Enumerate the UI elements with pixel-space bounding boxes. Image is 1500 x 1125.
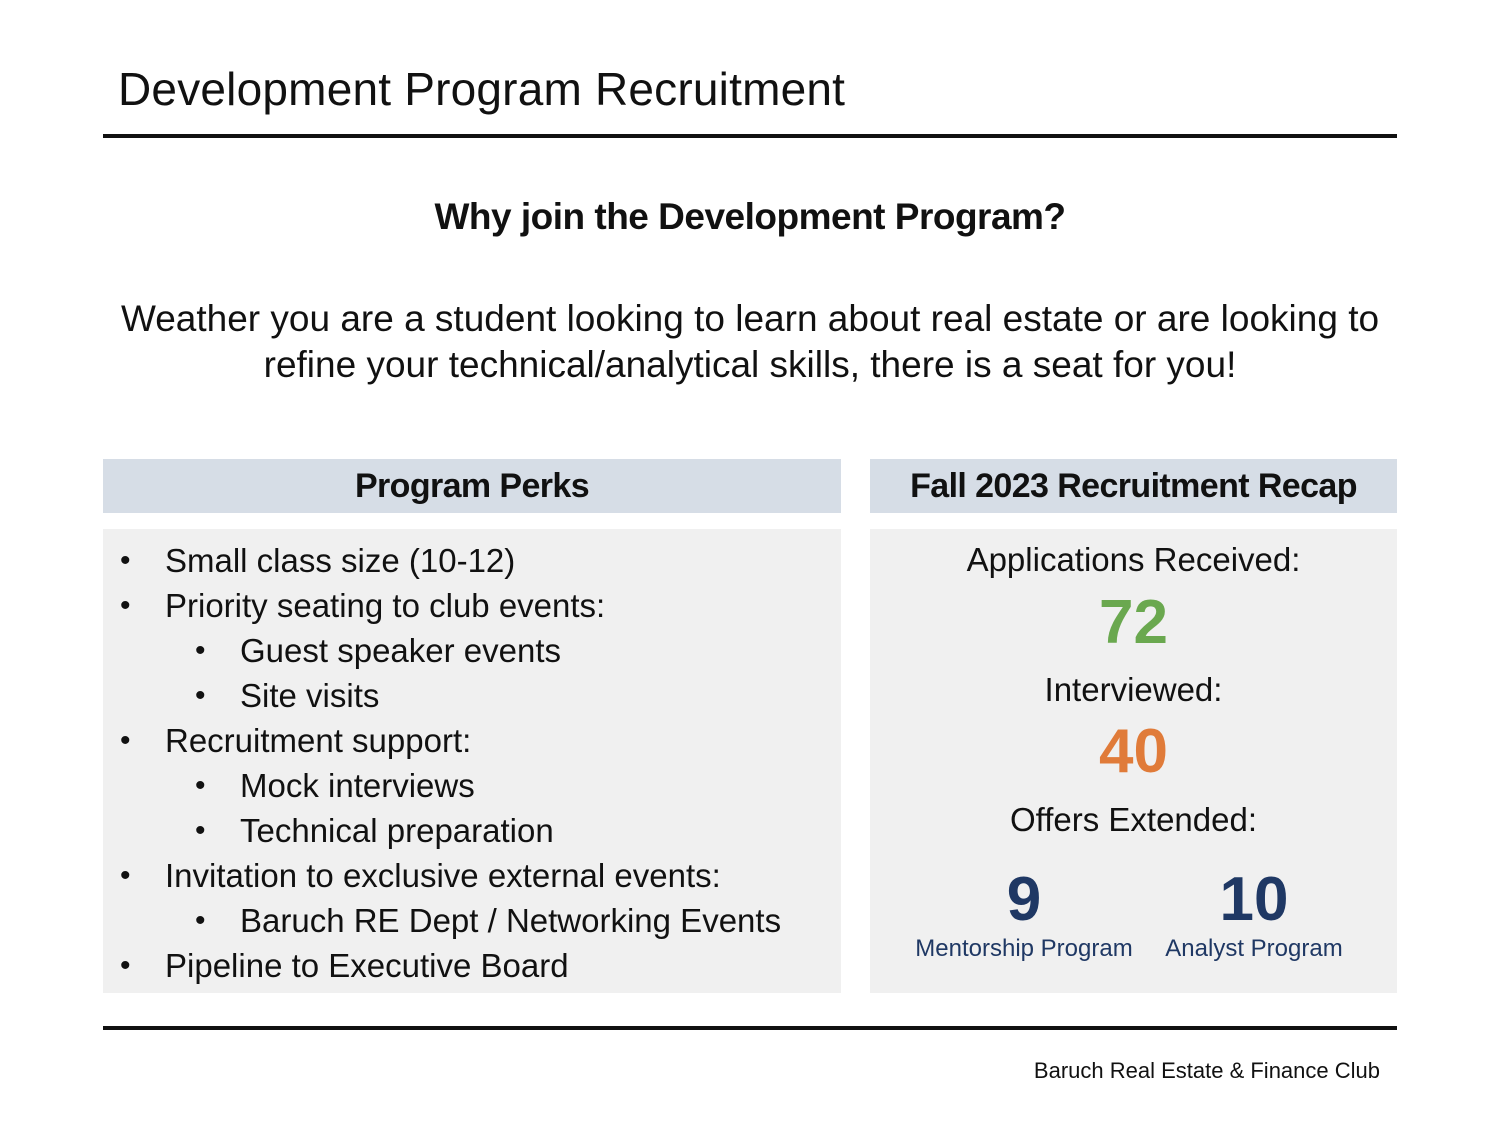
perk-text: Invitation to exclusive external events: xyxy=(165,857,721,894)
analyst-offers-label: Analyst Program xyxy=(1165,935,1343,962)
bullet-icon: • xyxy=(120,859,131,892)
bullet-icon: • xyxy=(120,949,131,982)
perk-text: Mock interviews xyxy=(240,767,475,804)
offers-label: Offers Extended: xyxy=(1009,801,1258,838)
applications-value: 72 xyxy=(1099,588,1168,657)
perk-text: Pipeline to Executive Board xyxy=(165,947,569,984)
bullet-icon: • xyxy=(195,904,206,937)
recap-panel xyxy=(870,529,1397,993)
perk-text: Small class size (10-12) xyxy=(165,542,516,579)
perk-text: Priority seating to club events: xyxy=(165,587,606,624)
perk-subitem xyxy=(195,901,782,941)
mentorship-offers-value: 9 xyxy=(1006,865,1042,934)
applications-label: Applications Received: xyxy=(966,541,1301,578)
bullet-icon: • xyxy=(120,544,131,577)
top-divider xyxy=(103,134,1397,138)
perks-header-label: Program Perks xyxy=(354,466,590,505)
perk-text: Recruitment support: xyxy=(165,722,472,759)
perk-subitem xyxy=(195,811,554,851)
bullet-icon: • xyxy=(195,679,206,712)
bullet-icon: • xyxy=(195,769,206,802)
perks-header xyxy=(103,459,841,513)
intro-text: Weather you are a student looking to learn about real estate or are looking to refine your technical/analytical skills, there is a seat for you! xyxy=(120,298,1380,385)
perk-text: Guest speaker events xyxy=(240,632,562,669)
perk-item xyxy=(120,856,721,896)
footer-club-name: Baruch Real Estate & Finance Club xyxy=(1033,1058,1380,1083)
mentorship-offers-label: Mentorship Program xyxy=(915,935,1133,962)
perk-text: Baruch RE Dept / Networking Events xyxy=(240,902,782,939)
perks-panel xyxy=(103,529,841,993)
bullet-icon: • xyxy=(195,814,206,847)
perk-text: Technical preparation xyxy=(240,812,554,849)
bullet-icon: • xyxy=(120,724,131,757)
bottom-divider xyxy=(103,1026,1397,1030)
perk-subitem xyxy=(195,766,475,806)
section-question: Why join the Development Program? xyxy=(434,196,1066,237)
perk-subitem xyxy=(195,676,380,716)
perk-item xyxy=(120,586,606,626)
perk-text: Site visits xyxy=(240,677,380,714)
perk-item xyxy=(120,541,516,581)
bullet-icon: • xyxy=(195,634,206,667)
interviewed-value: 40 xyxy=(1099,717,1168,786)
interviewed-label: Interviewed: xyxy=(1044,671,1223,708)
bullet-icon: • xyxy=(120,589,131,622)
perk-subitem xyxy=(195,631,562,671)
perk-item xyxy=(120,946,569,986)
analyst-offers-value: 10 xyxy=(1219,865,1289,934)
recap-header-label: Fall 2023 Recruitment Recap xyxy=(910,466,1357,505)
recap-header xyxy=(870,459,1397,513)
slide-title: Development Program Recruitment xyxy=(118,63,846,115)
perk-item xyxy=(120,721,472,761)
